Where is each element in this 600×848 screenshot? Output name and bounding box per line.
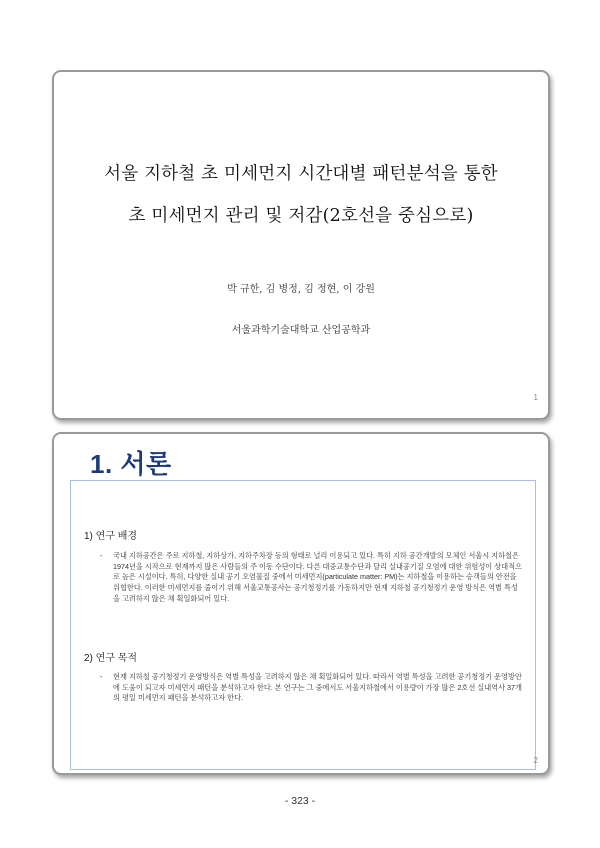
section-paragraph-background [100,551,523,605]
slide-number: 1 [533,393,538,402]
section-paragraph-purpose [100,672,523,704]
slide-title-line-1: 서울 지하철 초 미세먼지 시간대별 패턴분석을 통한 [104,164,498,184]
authors: 박 규한, 김 병정, 김 정현, 이 강원 [227,284,375,295]
slide-number: 2 [533,756,538,765]
section-title-purpose: 2) 연구 목적 [84,653,138,664]
paragraph-text: 현재 지하철 공기청정기 운영방식은 역별 특성을 고려하지 않은 채 획일화되어 있다. 따라서 역별 특성을 고려한 공기청정기 운영방안에 도움이 되고자 미세먼지 패턴을 분석하고자 한다. 본 연구는 그 중에서도 서울지하철에서 이용량이 가장 많은 2호선 실내역사 37개의 평일 미세먼지 패턴을 분석하고자 한다. [113,672,522,703]
bullet-dash: - [100,672,103,681]
affiliation: 서울과학기술대학교 산업공학과 [231,325,371,336]
slide-heading: 1. 서론 [90,449,172,479]
paragraph-text: 국내 지하공간은 주로 지하철, 지하상가, 지하주차장 등의 형태로 널리 이용되고 있다. 특히 지하 공간개발의 모체인 서울시 지하철은 1974년을 시작으로 현재까지 많은 사람들의 주 이동 수단이다. 다른 대중교통수단과 달리 실내공기질 오염에 대한 위험성이 상대적으로 높은 시설이다. 특히, 다양한 실내 공기 오염물질 중에서 미세먼지(particulate matter: PM)는 지하철을 이용하는 승객들의 안전을 위협한다. 이러한 미세먼지를 줄이기 위해 서울교통공사는 공기청정기를 가동하지만 현재 지하철 공기청정기 운영 방식은 역별 특성을 고려하지 않은 채 획일화되어 있다. [113,551,522,603]
section-title-background: 1) 연구 배경 [84,531,138,542]
content-box [70,480,536,770]
page-number: - 323 - [284,795,316,807]
bullet-dash: - [100,551,103,560]
slide-title-line-2: 초 미세먼지 관리 및 저감(2호선을 중심으로) [128,206,474,226]
title-slide [52,70,550,420]
introduction-slide [52,432,550,775]
